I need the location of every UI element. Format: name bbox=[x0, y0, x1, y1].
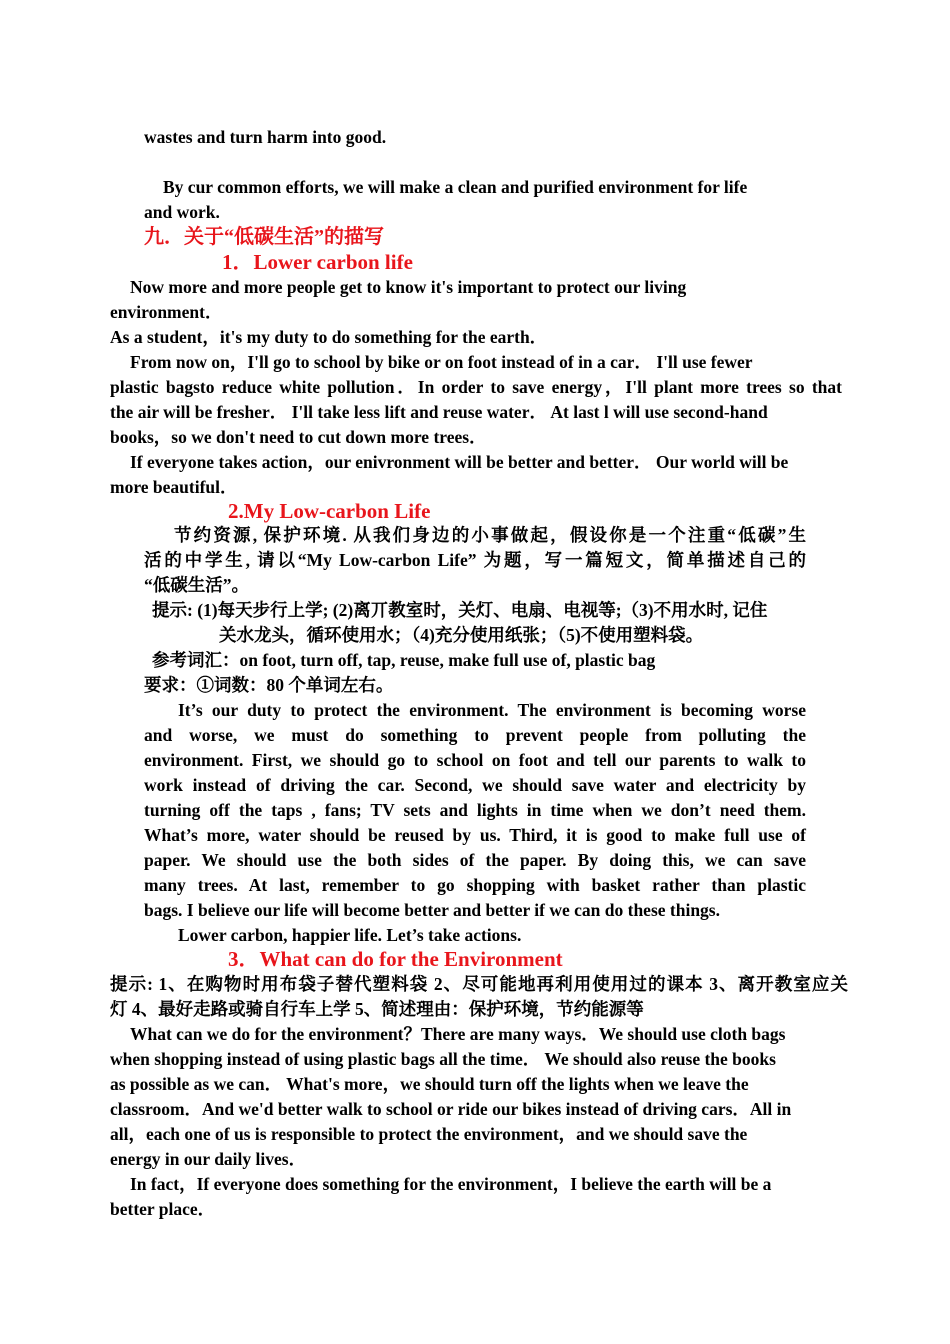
prompt-line: 节约资源, 保护环境. 从我们身边的小事做起，假设你是一个注重“低碳”生 bbox=[174, 525, 806, 545]
prompt-line: “低碳生活”。 bbox=[144, 575, 249, 595]
prompt-line: 活的中学生, 请以“My Low-carbon Life” 为题，写一篇短文，简单描述自己的 bbox=[144, 550, 806, 570]
essay-line: Lower carbon, happier life. Let’s take actions. bbox=[178, 925, 522, 945]
requirement-line: 要求：①词数：80 个单词左右。 bbox=[144, 675, 394, 695]
essay-title: 3．What can do for the Environment bbox=[228, 947, 563, 971]
text-line: In fact，If everyone does something for the environment，I believe the earth will be a bbox=[130, 1174, 772, 1194]
essay-line: It’s our duty to protect the environment. The environment is becoming worse bbox=[178, 700, 806, 720]
essay-line: bags. I believe our life will become better and better if we can do these things. bbox=[144, 900, 720, 920]
text-line: What can we do for the environment？There are many ways．We should use cloth bags bbox=[130, 1024, 786, 1044]
essay-line: What’s more, water should be reused by us. Third, it is good to make full use of bbox=[144, 825, 806, 845]
text-line: wastes and turn harm into good. bbox=[144, 127, 387, 147]
vocab-line: 参考词汇：on foot, turn off, tap, reuse, make full use of, plastic bag bbox=[152, 650, 656, 670]
text-line: classroom．And we'd better walk to school or ride our bikes instead of driving cars．All in bbox=[110, 1099, 792, 1119]
section-heading: 九．关于“低碳生活”的描写 bbox=[144, 226, 384, 248]
text-line: and work. bbox=[144, 202, 220, 222]
text-line: If everyone takes action，our enivronment will be better and better． Our world will be bbox=[130, 452, 789, 472]
hint-line: 灯 4、最好走路或骑自行车上学 5、简述理由：保护环境，节约能源等 bbox=[110, 999, 644, 1019]
essay-line: work instead of driving the car. Second, we should save water and electricity by bbox=[144, 775, 806, 795]
text-line: energy in our daily lives． bbox=[110, 1149, 307, 1169]
essay-title: 1．Lower carbon life bbox=[222, 250, 413, 274]
essay-line: paper. We should use the both sides of the paper. By doing this, we can save bbox=[144, 850, 806, 870]
text-line: environment． bbox=[110, 302, 223, 322]
text-line: when shopping instead of using plastic bags all the time． We should also reuse the books bbox=[110, 1049, 776, 1069]
text-line: as possible as we can． What's more，we should turn off the lights when we leave the bbox=[110, 1074, 749, 1094]
text-line: Now more and more people get to know it's important to protect our living bbox=[130, 277, 687, 297]
essay-title: 2.My Low-carbon Life bbox=[228, 499, 431, 523]
text-line: the air will be fresher． I'll take less lift and reuse water． At last l will use second-hand bbox=[110, 402, 768, 422]
text-line: By cur common efforts, we will make a clean and purified environment for life bbox=[163, 177, 748, 197]
text-line: plastic bagsto reduce white pollution．In order to save energy，I'll plant more trees so that bbox=[110, 377, 842, 397]
text-line: all，each one of us is responsible to protect the environment，and we should save the bbox=[110, 1124, 748, 1144]
essay-line: environment. First, we should go to school on foot and tell our parents to walk to bbox=[144, 750, 806, 770]
text-line: books，so we don't need to cut down more trees． bbox=[110, 427, 487, 447]
essay-line: turning off the taps , fans; TV sets and lights in time when we don’t need them. bbox=[144, 800, 806, 820]
essay-line: and worse, we must do something to prevent people from polluting the bbox=[144, 725, 806, 745]
text-line: more beautiful． bbox=[110, 477, 238, 497]
hint-line: 提示: (1)每天步行上学; (2)离丌教室时，关灯、电扇、电视等;（3)不用水时, 记住 bbox=[152, 600, 768, 620]
essay-line: many trees. At last, remember to go shopping with basket rather than plastic bbox=[144, 875, 806, 895]
hint-line: 关水龙头，循环使用水；（4)充分使用纸张；（5)不使用塑料袋。 bbox=[219, 625, 704, 645]
text-line: As a student，it's my duty to do something for the earth． bbox=[110, 327, 548, 347]
text-line: better place． bbox=[110, 1199, 216, 1219]
text-line: From now on，I'll go to school by bike or on foot instead of in a car． I'll use fewer bbox=[130, 352, 753, 372]
hint-line: 提示: 1、在购物时用布袋子替代塑料袋 2、尽可能地再利用使用过的课本 3、离开教室应关 bbox=[110, 974, 848, 994]
